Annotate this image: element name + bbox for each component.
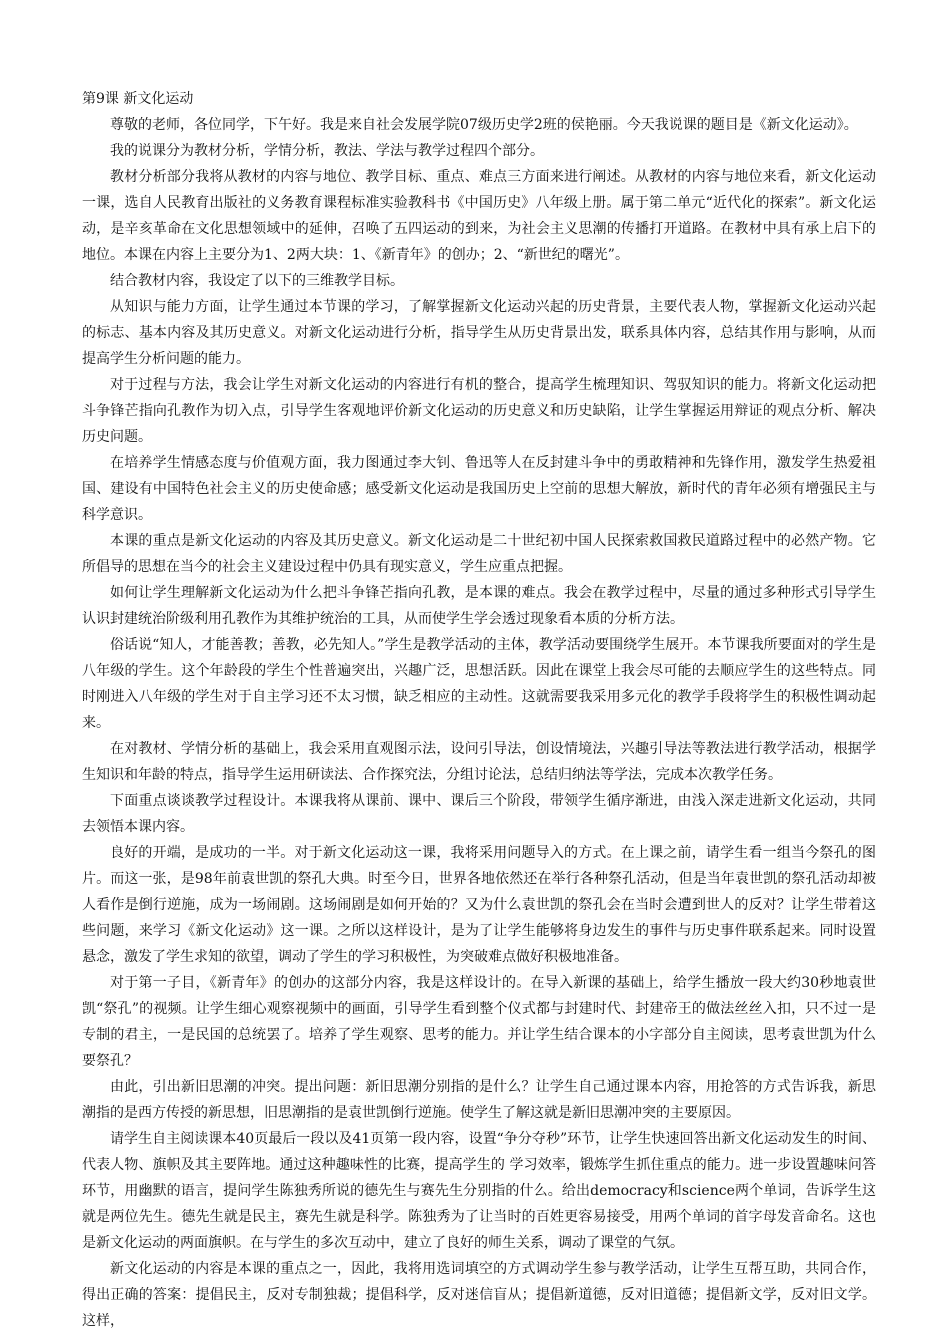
- paragraph-movement-content: 新文化运动的内容是本课的重点之一，因此，我将用选词填空的方式调动学生参与教学活动，让学生互帮互助，共同合作，得出正确的答案：提倡民主，反对专制独裁；提倡科学，反对迷信盲从；提倡新道德，反对旧道德；提倡新文学，反对旧文学。这样，: [82, 1261, 876, 1329]
- paragraph-emotion-values: 在培养学生情感态度与价值观方面，我力图通过李大钊、鲁迅等人在反封建斗争中的勇敢精神和先锋作用，激发学生热爱祖国、建设有中国特色社会主义的历史使命感；感受新文化运动是我国历史上空前的思想大解放，新时代的青年必须有增强民主与科学意识。: [82, 455, 876, 523]
- document-page: [82, 86, 876, 1334]
- paragraph-greeting: 尊敬的老师，各位同学，下午好。我是来自社会发展学院07级历史学2班的侯艳丽。今天我说课的题目是《新文化运动》。: [110, 117, 858, 133]
- paragraph-student-analysis: 俗话说“知人，才能善教；善教，必先知人。”学生是教学活动的主体，教学活动要围绕学生展开。本节课我所要面对的学生是八年级的学生。这个年龄段的学生个性普遍突出，兴趣广泛，思想活跃。因此在课堂上我会尽可能的去顺应学生的这些特点。同时刚进入八年级的学生对于自主学习还不太习惯，缺乏相应的主动性。这就需要我采用多元化的教学手段将学生的积极性调动起来。: [82, 637, 876, 731]
- paragraph-thought-conflict: 由此，引出新旧思潮的冲突。提出问题：新旧思潮分别指的是什么？让学生自己通过课本内容，用抢答的方式告诉我，新思潮指的是西方传授的新思想，旧思潮指的是袁世凯倒行逆施。使学生了解这就是新旧思潮冲突的主要原因。: [82, 1079, 876, 1121]
- paragraph-process-design: 下面重点谈谈教学过程设计。本课我将从课前、课中、课后三个阶段，带领学生循序渐进，由浅入深走进新文化运动，共同去领悟本课内容。: [82, 793, 876, 835]
- paragraph-outline: 我的说课分为教材分析，学情分析，教法、学法与教学过程四个部分。: [110, 143, 544, 159]
- paragraph-first-section: 对于第一子目，《新青年》的创办的这部分内容，我是这样设计的。在导入新课的基础上，给学生播放一段大约30秒地袁世凯“祭孔”的视频。让学生细心观察视频中的画面，引导学生看到整个仪式都与封建时代、封建帝王的做法丝丝入扣，只不过一是专制的君主，一是民国的总统罢了。培养了学生观察、思考的能力。并让学生结合课本的小字部分自主阅读，思考袁世凯为什么要祭孔？: [82, 975, 876, 1069]
- lesson-title: 第9课 新文化运动: [82, 91, 194, 107]
- paragraph-difficult-point: 如何让学生理解新文化运动为什么把斗争锋芒指向孔教，是本课的难点。我会在教学过程中，尽量的通过多种形式引导学生认识封建统治阶级利用孔教作为其维护统治的工具，从而使学生学会透过现象看本质的分析方法。: [82, 585, 876, 627]
- paragraph-goals-intro: 结合教材内容，我设定了以下的三维教学目标。: [110, 273, 404, 289]
- paragraph-reading-activity: 请学生自主阅读课本40页最后一段以及41页第一段内容，设置“争分夺秒”环节，让学生快速回答出新文化运动发生的时间、代表人物、旗帜及其主要阵地。通过这种趣味性的比赛，提高学生的 学习效率，锻炼学生抓住重点的能力。进一步设置趣味问答环节，用幽默的语言，提问学生陈独秀所说的德先生与赛先生分别指的什么。给出democracy和science两个单词，告诉学生这就是两位先生。德先生就是民主，赛先生就是科学。陈独秀为了让当时的百姓更容易接受，用两个单词的首字母发音命名。这也是新文化运动的两面旗帜。在与学生的多次互动中，建立了良好的师生关系，调动了课堂的气氛。: [82, 1131, 876, 1251]
- paragraph-key-point: 本课的重点是新文化运动的内容及其历史意义。新文化运动是二十世纪初中国人民探索救国救民道路过程中的必然产物。它所倡导的思想在当今的社会主义建设过程中仍具有现实意义，学生应重点把握。: [82, 533, 876, 575]
- paragraph-knowledge-ability: 从知识与能力方面，让学生通过本节课的学习，了解掌握新文化运动兴起的历史背景，主要代表人物，掌握新文化运动兴起的标志、基本内容及其历史意义。对新文化运动进行分析，指导学生从历史背景出发，联系具体内容，总结其作用与影响，从而提高学生分析问题的能力。: [82, 299, 876, 367]
- paragraph-process-method: 对于过程与方法，我会让学生对新文化运动的内容进行有机的整合，提高学生梳理知识、驾驭知识的能力。将新文化运动把斗争锋芒指向孔教作为切入点，引导学生客观地评价新文化运动的历史意义和历史缺陷，让学生掌握运用辩证的观点分析、解决历史问题。: [82, 377, 876, 445]
- paragraph-methods: 在对教材、学情分析的基础上，我会采用直观图示法，设问引导法，创设情境法，兴趣引导法等教法进行教学活动，根据学生知识和年龄的特点，指导学生运用研读法、合作探究法，分组讨论法，总结归纳法等学法，完成本次教学任务。: [82, 741, 876, 783]
- paragraph-lesson-intro: 良好的开端，是成功的一半。对于新文化运动这一课，我将采用问题导入的方式。在上课之前，请学生看一组当今祭孔的图片。而这一张，是98年前袁世凯的祭孔大典。时至今日，世界各地依然还在举行各种祭孔活动，但是当年袁世凯的祭孔活动却被人看作是倒行逆施，成为一场闹剧。这场闹剧是如何开始的？又为什么袁世凯的祭孔会在当时会遭到世人的反对？让学生带着这些问题，来学习《新文化运动》这一课。之所以这样设计，是为了让学生能够将身边发生的事件与历史事件联系起来。同时设置悬念，激发了学生求知的欲望，调动了学生的学习积极性，为突破难点做好积极地准备。: [82, 845, 876, 965]
- paragraph-textbook-analysis: 教材分析部分我将从教材的内容与地位、教学目标、重点、难点三方面来进行阐述。从教材的内容与地位来看，新文化运动一课，选自人民教育出版社的义务教育课程标准实验教科书《中国历史》八年级上册。属于第二单元“近代化的探索”。新文化运动，是辛亥革命在文化思想领域中的延伸，召唤了五四运动的到来，为社会主义思潮的传播打开道路。在教材中具有承上启下的地位。本课在内容上主要分为1、2两大块：1、《新青年》的创办；2、“新世纪的曙光”。: [82, 169, 876, 263]
